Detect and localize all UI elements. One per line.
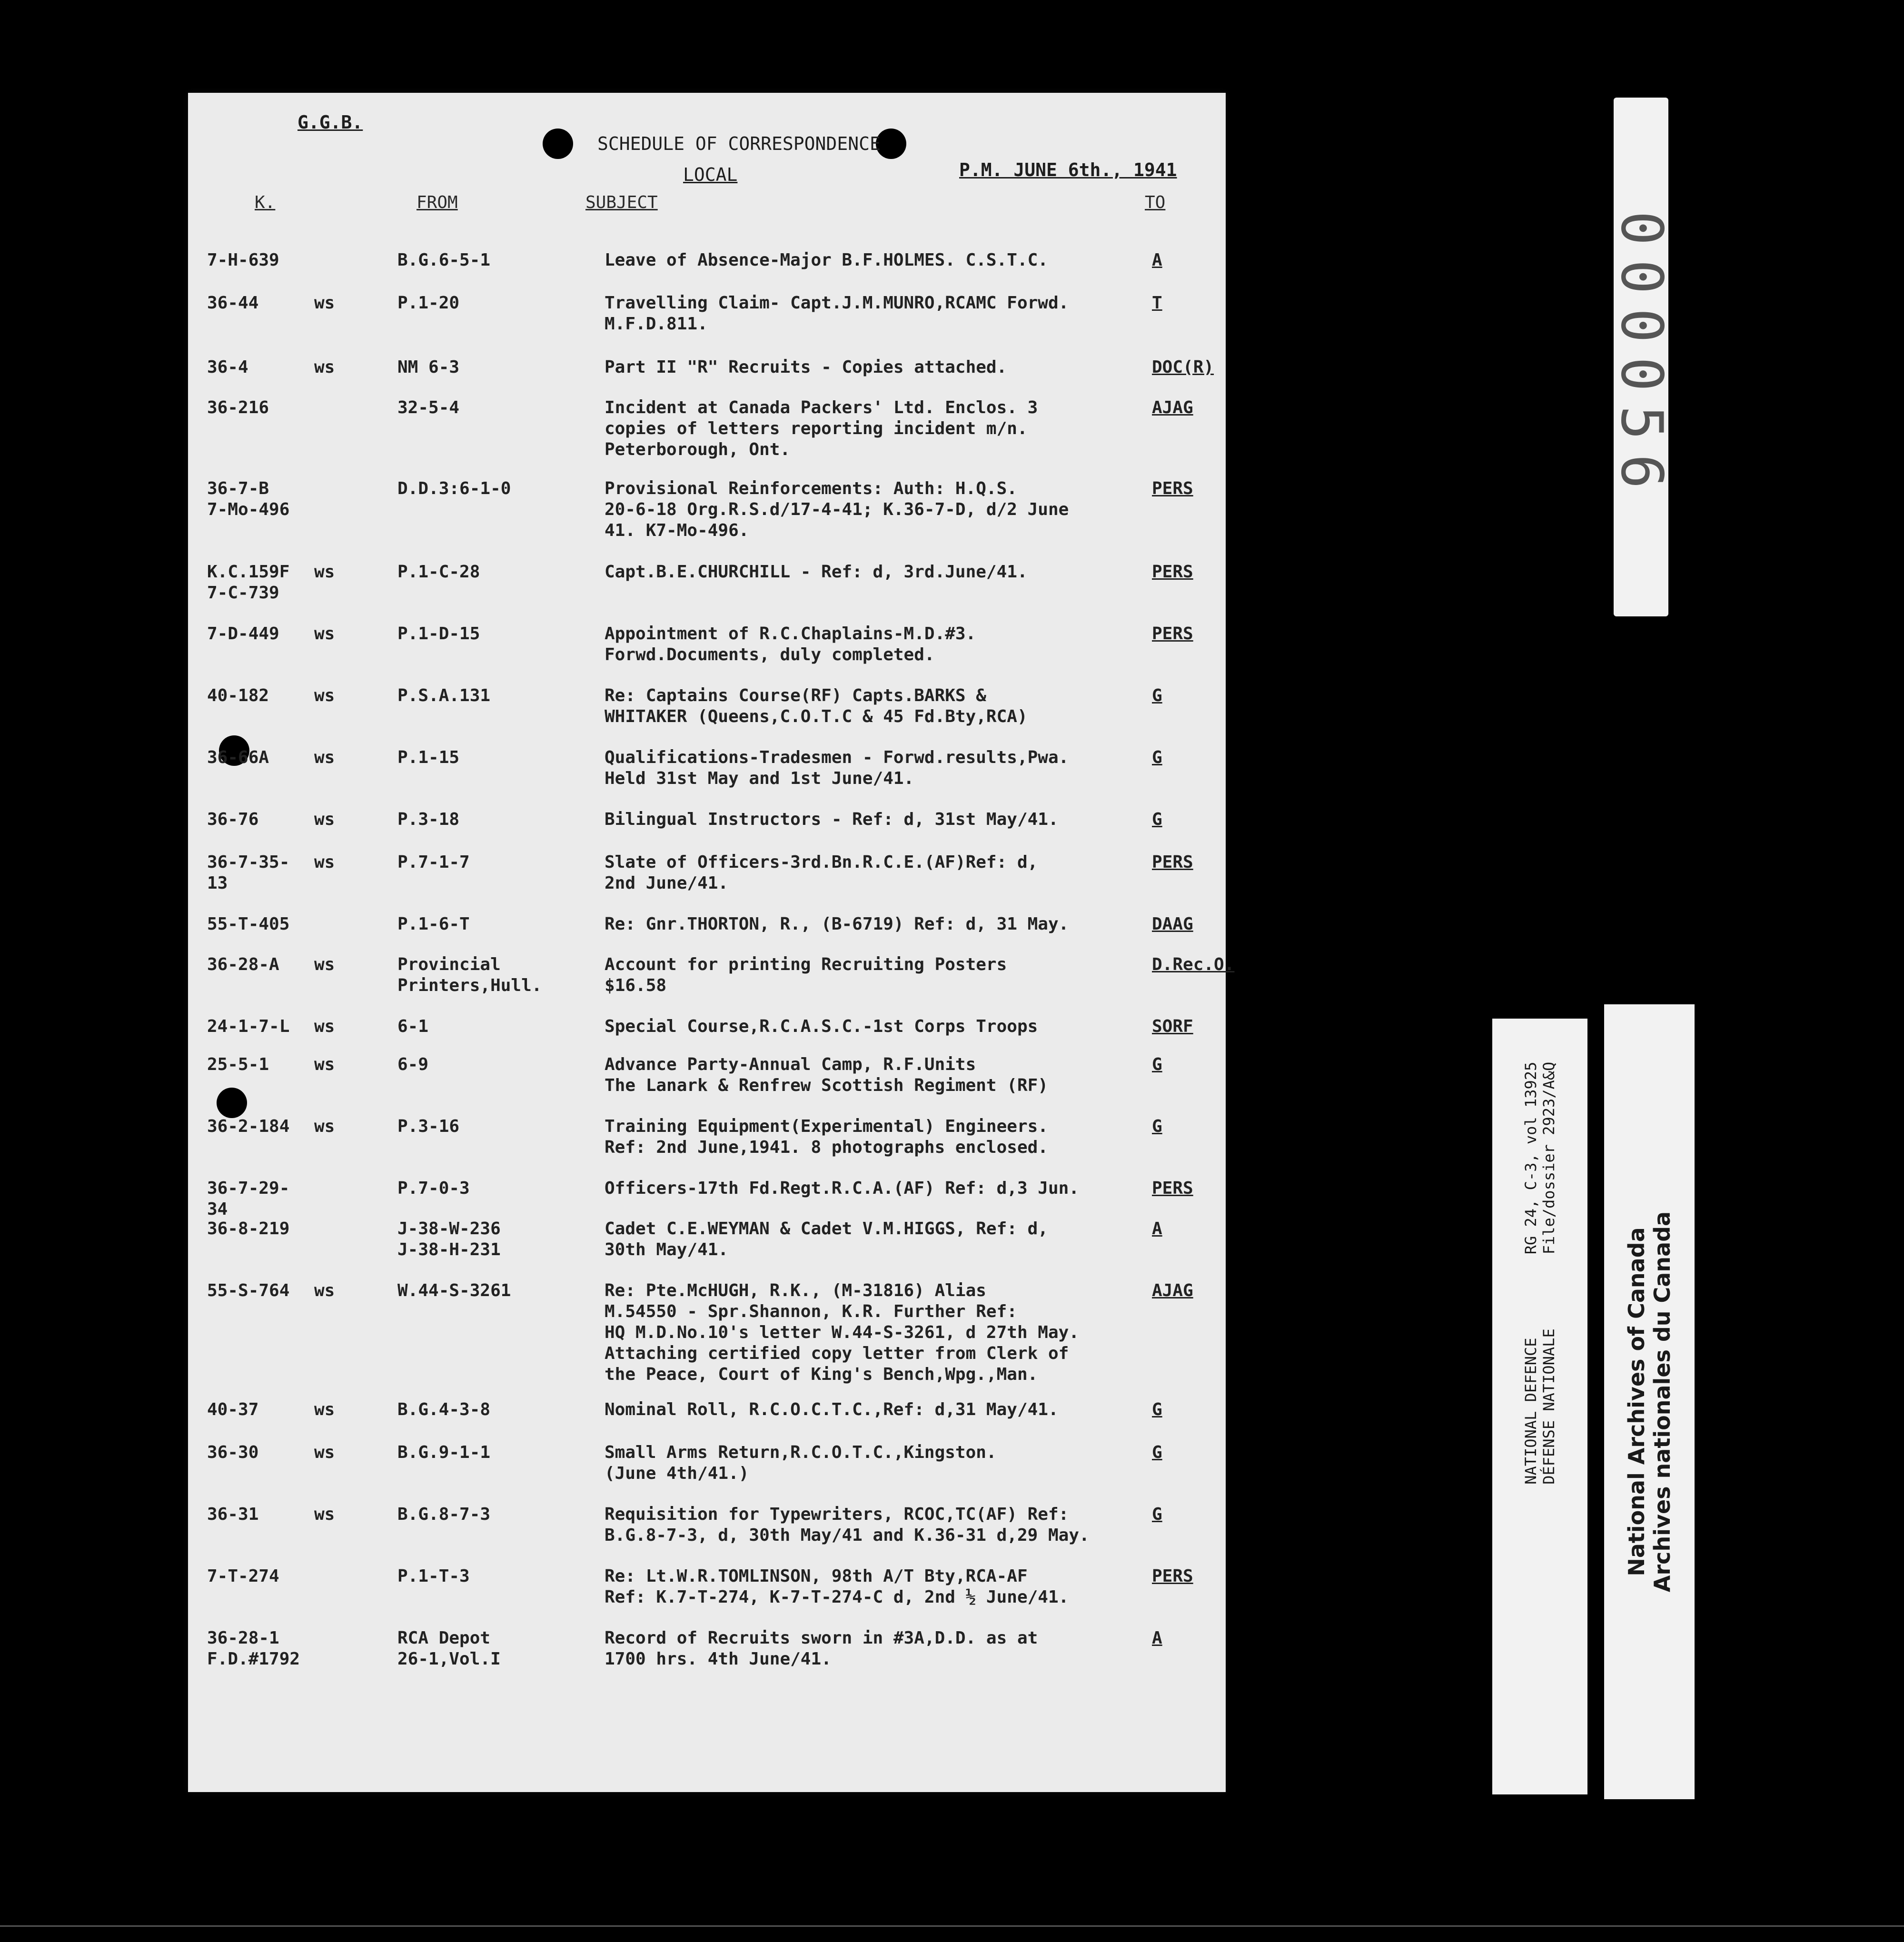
to-cell: AJAG bbox=[1152, 398, 1193, 417]
col-header-to: TO bbox=[1145, 193, 1166, 212]
k-cell: 36-8-219 bbox=[207, 1219, 290, 1239]
doc-date: P.M. JUNE 6th., 1941 bbox=[959, 159, 1177, 180]
ws-cell: ws bbox=[314, 1505, 335, 1524]
to-cell: G bbox=[1152, 748, 1162, 767]
ws-cell: ws bbox=[314, 1443, 335, 1462]
from-cell: P.1-20 bbox=[397, 293, 460, 313]
archive-reference-label bbox=[1492, 1019, 1587, 1794]
to-cell: PERS bbox=[1152, 1566, 1193, 1586]
ws-cell: ws bbox=[314, 748, 335, 767]
archives-name-en: National Archives of Canada bbox=[1624, 1227, 1649, 1576]
k-cell: 36-66A bbox=[207, 748, 269, 767]
to-cell: PERS bbox=[1152, 479, 1193, 498]
frame-number: 000056 bbox=[1608, 211, 1674, 503]
to-cell: G bbox=[1152, 810, 1162, 829]
from-cell: P.1-C-28 bbox=[397, 562, 480, 582]
record-group-ref: RG 24, C-3, vol 13925 bbox=[1522, 1062, 1540, 1255]
to-cell: AJAG bbox=[1152, 1281, 1193, 1300]
to-cell: A bbox=[1152, 1219, 1162, 1239]
subject-cell: Re: Lt.W.R.TOMLINSON, 98th A/T Bty,RCA-AF Ref: K.7-T-274, K-7-T-274-C d, 2nd ½ June/41. bbox=[605, 1566, 1069, 1607]
subject-cell: Incident at Canada Packers' Ltd. Enclos. 3 copies of letters reporting incident m/n. Peterborough, Ont. bbox=[605, 398, 1038, 459]
to-cell: PERS bbox=[1152, 624, 1193, 644]
col-header-k: K. bbox=[255, 193, 276, 212]
from-cell: P.1-15 bbox=[397, 748, 460, 767]
ws-cell: ws bbox=[314, 1400, 335, 1419]
subject-cell: Cadet C.E.WEYMAN & Cadet V.M.HIGGS, Ref: d, 30th May/41. bbox=[605, 1219, 1048, 1259]
to-cell: G bbox=[1152, 1443, 1162, 1462]
subject-cell: Bilingual Instructors - Ref: d, 31st May/41. bbox=[605, 810, 1059, 829]
subject-cell: Re: Captains Course(RF) Capts.BARKS & WHITAKER (Queens,C.O.T.C & 45 Fd.Bty,RCA) bbox=[605, 686, 1028, 726]
punch-hole bbox=[217, 1088, 247, 1118]
to-cell: A bbox=[1152, 1628, 1162, 1648]
subject-cell: Officers-17th Fd.Regt.R.C.A.(AF) Ref: d,3 Jun. bbox=[605, 1179, 1079, 1198]
from-cell: D.D.3:6-1-0 bbox=[397, 479, 511, 498]
k-cell: 36-7-B 7-Mo-496 bbox=[207, 479, 290, 519]
subject-cell: Qualifications-Tradesmen - Forwd.results,Pwa. Held 31st May and 1st June/41. bbox=[605, 748, 1069, 788]
archives-name-fr: Archives nationales du Canada bbox=[1649, 1211, 1675, 1593]
from-cell: P.1-6-T bbox=[397, 914, 470, 934]
from-cell: B.G.9-1-1 bbox=[397, 1443, 491, 1462]
subject-cell: Record of Recruits sworn in #3A,D.D. as at 1700 hrs. 4th June/41. bbox=[605, 1628, 1038, 1669]
from-cell: W.44-S-3261 bbox=[397, 1281, 511, 1300]
k-cell: 36-76 bbox=[207, 810, 259, 829]
from-cell: B.G.4-3-8 bbox=[397, 1400, 491, 1419]
k-cell: 36-44 bbox=[207, 293, 259, 313]
to-cell: PERS bbox=[1152, 562, 1193, 582]
k-cell: 36-2-184 bbox=[207, 1117, 290, 1136]
to-cell: G bbox=[1152, 1055, 1162, 1074]
from-cell: B.G.6-5-1 bbox=[397, 250, 491, 270]
from-cell: P.7-1-7 bbox=[397, 852, 470, 872]
ws-cell: ws bbox=[314, 1281, 335, 1300]
archives-name bbox=[1624, 1211, 1675, 1592]
from-cell: P.3-16 bbox=[397, 1117, 460, 1136]
k-cell: 55-S-764 bbox=[207, 1281, 290, 1300]
subject-cell: Provisional Reinforcements: Auth: H.Q.S. 20-6-18 Org.R.S.d/17-4-41; K.36-7-D, d/2 June 41. K7-Mo-496. bbox=[605, 479, 1069, 540]
k-cell: 40-37 bbox=[207, 1400, 259, 1419]
ws-cell: ws bbox=[314, 852, 335, 872]
subject-cell: Travelling Claim- Capt.J.M.MUNRO,RCAMC Forwd. M.F.D.811. bbox=[605, 293, 1069, 334]
ws-cell: ws bbox=[314, 686, 335, 705]
from-cell: P.S.A.131 bbox=[397, 686, 491, 705]
k-cell: 25-5-1 bbox=[207, 1055, 269, 1074]
to-cell: G bbox=[1152, 1505, 1162, 1524]
from-cell: 6-9 bbox=[397, 1055, 429, 1074]
from-cell: NM 6-3 bbox=[397, 357, 460, 377]
from-cell: 6-1 bbox=[397, 1017, 429, 1036]
subject-cell: Appointment of R.C.Chaplains-M.D.#3. Forwd.Documents, duly completed. bbox=[605, 624, 976, 664]
dept-name-en: NATIONAL DEFENCE bbox=[1522, 1338, 1540, 1485]
ws-cell: ws bbox=[314, 1055, 335, 1074]
ws-cell: ws bbox=[314, 955, 335, 974]
document-sheet bbox=[188, 93, 1235, 1792]
ws-cell: ws bbox=[314, 357, 335, 377]
to-cell: A bbox=[1152, 250, 1162, 270]
subject-cell: Advance Party-Annual Camp, R.F.Units The Lanark & Renfrew Scottish Regiment (RF) bbox=[605, 1055, 1048, 1095]
subject-cell: Re: Pte.McHUGH, R.K., (M-31816) Alias M.54550 - Spr.Shannon, K.R. Further Ref: HQ M.D.No.10's letter W.44-S-3261, d 27th May. Attaching certified copy letter from Clerk of the Peace, Court of King's Bench,Wpg.,Man. bbox=[605, 1281, 1079, 1384]
from-cell: J-38-W-236 J-38-H-231 bbox=[397, 1219, 501, 1259]
subject-cell: Small Arms Return,R.C.O.T.C.,Kingston. (June 4th/41.) bbox=[605, 1443, 997, 1483]
subject-cell: Special Course,R.C.A.S.C.-1st Corps Troops bbox=[605, 1017, 1038, 1036]
k-cell: 40-182 bbox=[207, 686, 269, 705]
ws-cell: ws bbox=[314, 562, 335, 582]
k-cell: 36-31 bbox=[207, 1505, 259, 1524]
k-cell: 36-30 bbox=[207, 1443, 259, 1462]
dept-name-fr: DÉFENSE NATIONALE bbox=[1540, 1328, 1558, 1485]
to-cell: SORF bbox=[1152, 1017, 1193, 1036]
doc-subtitle: LOCAL bbox=[683, 164, 738, 185]
archive-ref-numbers bbox=[1522, 1062, 1558, 1255]
subject-cell: Account for printing Recruiting Posters $16.58 bbox=[605, 955, 1007, 995]
from-cell: P.3-18 bbox=[397, 810, 460, 829]
ws-cell: ws bbox=[314, 624, 335, 644]
archives-name-label bbox=[1604, 1004, 1695, 1799]
file-code: G.G.B. bbox=[298, 112, 363, 133]
k-cell: 36-7-35-13 bbox=[207, 852, 290, 893]
subject-cell: Nominal Roll, R.C.O.C.T.C.,Ref: d,31 May/41. bbox=[605, 1400, 1059, 1419]
k-cell: 7-H-639 bbox=[207, 250, 279, 270]
to-cell: G bbox=[1152, 1117, 1162, 1136]
k-cell: 36-4 bbox=[207, 357, 248, 377]
doc-title: SCHEDULE OF CORRESPONDENCE bbox=[597, 133, 881, 154]
to-cell: PERS bbox=[1152, 1179, 1193, 1198]
subject-cell: Training Equipment(Experimental) Engineers. Ref: 2nd June,1941. 8 photographs enclosed. bbox=[605, 1117, 1048, 1157]
k-cell: 55-T-405 bbox=[207, 914, 290, 934]
to-cell: G bbox=[1152, 686, 1162, 705]
ws-cell: ws bbox=[314, 1017, 335, 1036]
col-header-subject: SUBJECT bbox=[585, 193, 658, 212]
ws-cell: ws bbox=[314, 293, 335, 313]
from-cell: Provincial Printers,Hull. bbox=[397, 955, 542, 995]
to-cell: DOC(R) bbox=[1152, 357, 1214, 377]
to-cell: PERS bbox=[1152, 852, 1193, 872]
film-edge-line bbox=[0, 1925, 1904, 1927]
ws-cell: ws bbox=[314, 1117, 335, 1136]
col-header-from: FROM bbox=[416, 193, 458, 212]
subject-cell: Leave of Absence-Major B.F.HOLMES. C.S.T.C. bbox=[605, 250, 1048, 270]
to-cell: D.Rec.O. bbox=[1152, 955, 1235, 974]
k-cell: 36-7-29-34 bbox=[207, 1179, 290, 1219]
from-cell: P.7-0-3 bbox=[397, 1179, 470, 1198]
archive-reference-text bbox=[1522, 1328, 1558, 1485]
from-cell: P.1-D-15 bbox=[397, 624, 480, 644]
k-cell: 36-28-1 F.D.#1792 bbox=[207, 1628, 300, 1669]
from-cell: 32-5-4 bbox=[397, 398, 460, 417]
file-ref: File/dossier 2923/A&Q bbox=[1540, 1062, 1558, 1255]
k-cell: 36-216 bbox=[207, 398, 269, 417]
from-cell: RCA Depot 26-1,Vol.I bbox=[397, 1628, 501, 1669]
subject-cell: Capt.B.E.CHURCHILL - Ref: d, 3rd.June/41. bbox=[605, 562, 1028, 582]
frame-number-stamp bbox=[1608, 98, 1674, 616]
k-cell: 7-T-274 bbox=[207, 1566, 279, 1586]
subject-cell: Slate of Officers-3rd.Bn.R.C.E.(AF)Ref: d, 2nd June/41. bbox=[605, 852, 1038, 893]
punch-hole bbox=[543, 129, 573, 159]
to-cell: DAAG bbox=[1152, 914, 1193, 934]
to-cell: T bbox=[1152, 293, 1162, 313]
to-cell: G bbox=[1152, 1400, 1162, 1419]
ws-cell: ws bbox=[314, 810, 335, 829]
from-cell: P.1-T-3 bbox=[397, 1566, 470, 1586]
k-cell: K.C.159F 7-C-739 bbox=[207, 562, 290, 603]
k-cell: 36-28-A bbox=[207, 955, 279, 974]
subject-cell: Re: Gnr.THORTON, R., (B-6719) Ref: d, 31 May. bbox=[605, 914, 1069, 934]
k-cell: 24-1-7-L bbox=[207, 1017, 290, 1036]
k-cell: 7-D-449 bbox=[207, 624, 279, 644]
from-cell: B.G.8-7-3 bbox=[397, 1505, 491, 1524]
subject-cell: Part II "R" Recruits - Copies attached. bbox=[605, 357, 1007, 377]
subject-cell: Requisition for Typewriters, RCOC,TC(AF) Ref: B.G.8-7-3, d, 30th May/41 and K.36-31 d,29 May. bbox=[605, 1505, 1090, 1545]
